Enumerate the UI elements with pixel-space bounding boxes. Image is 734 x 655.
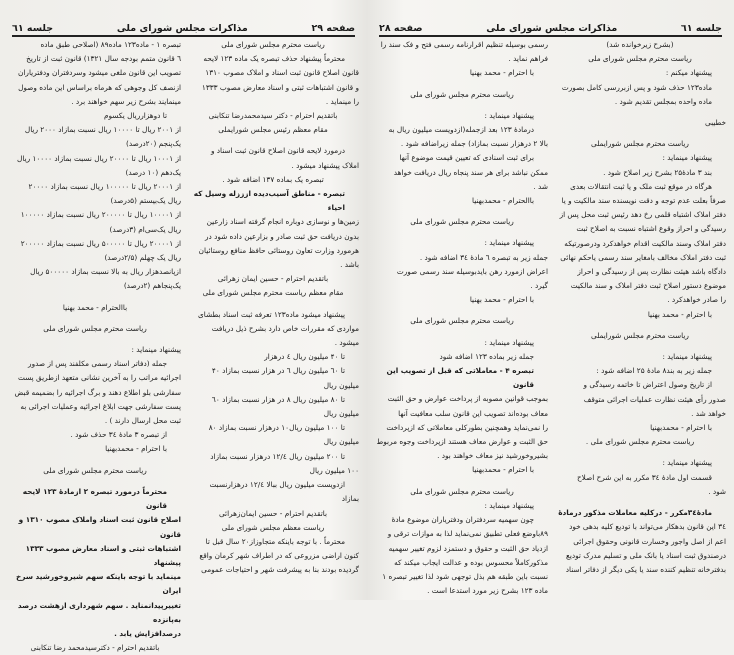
text-line: باالحترام - محمدبهنیا bbox=[472, 196, 534, 206]
text-line: ریال یک‌سی‌ام (۳درصد) bbox=[109, 224, 181, 234]
text-line: مقام معظم رئیس مجلس شورایملی bbox=[218, 125, 328, 135]
text-line: بشیروخورشید نیز معاف خواهند بود . bbox=[437, 451, 548, 461]
text-line: قانون اصلاح قانون ثبت اسناد و املاک مصوب ۱۳۱۰ bbox=[205, 68, 359, 78]
text-line: جمله (دفاتر اسناد رسمی مکلفند پس از صدور bbox=[28, 359, 167, 369]
text-line: تبصره - مناطق آسیب‌دیده ازززله وسیل که احیاء bbox=[193, 189, 345, 213]
text-line: صدور رأی هیئت نظارت عملیات اجرائی متوقف bbox=[583, 394, 726, 404]
text-line: ٦ قانون متمم بودجه سال ۱۳۲۱) قانون ثبت از تاریخ bbox=[26, 54, 181, 64]
text-line: باتقدیم احترام - دکترسیدمحمد رضا تنکابنی bbox=[30, 643, 160, 653]
text-line: باتقدیم احترام - دکتر سیدمحمدرضا تنکابنی bbox=[208, 111, 338, 121]
text-line: مواردی که مقررات خاص دارد بشرح ذیل دریافت bbox=[211, 323, 359, 333]
text-line: ریاست محترم مجلس شورای ملی bbox=[410, 217, 514, 227]
text-line: ریاست محترم مجلس شورای ملی bbox=[588, 54, 692, 64]
text-line: از ۱۰۰۰۰۱ ریال تا ۲۰۰۰۰۰ ریال نسبت بمازاد ۱۰۰۰۰۰ bbox=[20, 210, 181, 220]
text-line: پیشنهاد مینماید : bbox=[484, 238, 534, 248]
session-number: جلسه ٦١ bbox=[12, 23, 54, 34]
text-line: صرفاً بعلت عدم توجه و دقت نویسنده سند مالکیت و یا bbox=[561, 196, 726, 206]
text-line: ریاست معظم مجلس شورای ملی bbox=[221, 522, 325, 532]
text-line: ریال یک‌بیستم (۵درصد) bbox=[110, 196, 181, 206]
text-line: معاف بوده‌اند تصویب این قانون سلب معافیت آنها bbox=[398, 408, 548, 418]
text-line: اعم از اصل واجور وخسارت قانونی وحقوق اجرائی bbox=[573, 536, 726, 546]
text-line: ماده واحده بمجلس تقدیم شود . bbox=[614, 96, 712, 106]
text-line: یک‌پنجاهم (۲درصد) bbox=[123, 281, 181, 291]
text-line: کنون اراضی مزروعی که در اطراف شهر کرمان واقع bbox=[199, 551, 359, 561]
text-line: ثبت دفتر املاک مخالف بامغایر سند رسمی یاحکم نهائی bbox=[560, 252, 726, 262]
text-line: گردیده بودند بنا به پیشرفت شهر و احتیاجات عمومی bbox=[201, 565, 359, 575]
text-line: دادگاه باشد هیئت نظارت پس از رسیدگی و احراز bbox=[577, 267, 726, 277]
header-rule bbox=[379, 35, 722, 37]
text-line: جمله زیر بماده ۱۲۳ اضافه شود bbox=[439, 351, 534, 361]
text-line: ازپانصدهزار ریال به بالا نسبت بمازاد ۵۰۰۰۰۰ ریال bbox=[30, 267, 181, 277]
text-line: ریاست محترم مجلس شورای ملی bbox=[43, 323, 147, 333]
text-line: باتقدیم احترام - حسین ایمان‌زهرائی bbox=[218, 508, 328, 518]
text-line: ازدیاد حق الثبت و حقوق و دستمزد لزوم تغییر سهمیه bbox=[388, 543, 548, 553]
text-line: تغییرپیدانمناید . سهم شهرداری ازهشت درصد به‌پانزده bbox=[17, 600, 181, 624]
text-line: تا ۸۰ میلیون ریال ۸ در هزار نسبت بمازاد ٦۰ bbox=[211, 394, 345, 404]
text-line: محترماً پیشنهاد حذف تبصره یک ماده ۱۲۳ لایحه bbox=[203, 54, 345, 64]
text-line: میلیون ریال bbox=[323, 380, 359, 390]
text-line: قسمت اول مادهٔ ۳٤ مکرر به این شرح اصلاح bbox=[576, 472, 712, 482]
text-line: با احترام - محمدبهنیا bbox=[472, 465, 534, 475]
text-line: هرمورد وزارت تعاون روستائی حافظ منافع روستائیان bbox=[198, 245, 359, 255]
text-line: و قانون اشتباهات ثبتی و اسناد معارض مصوب ۱۳۳۳ bbox=[201, 82, 359, 92]
text-line: زمین‌ها و نوسازی دوباره انجام گرفته اسناد زارعین bbox=[206, 217, 359, 227]
text-line: محترماً درمورد تبصره ۲ ازمادهٔ ۱۲۳ لایحه قانون bbox=[22, 486, 167, 511]
text-line: با احترام - محمدبهنیا bbox=[650, 423, 712, 433]
page-29 bbox=[0, 0, 367, 653]
text-line: با احترام - محمدبهنیا bbox=[105, 444, 167, 454]
text-line: ریاست محترم مجلس شورایملی bbox=[591, 330, 689, 340]
text-line: ریاست محترم مجلس شورای ملی bbox=[410, 316, 514, 326]
text-column-right bbox=[554, 38, 726, 577]
session-number: جلسه ٦١ bbox=[680, 23, 722, 34]
text-line: گیرد . bbox=[530, 281, 548, 291]
text-line: پیشنهاد مینماید : bbox=[662, 352, 712, 362]
text-line: با احترام - محمد بهنیا bbox=[469, 295, 534, 305]
running-title: مذاکرات مجلس شورای ملی bbox=[116, 23, 248, 34]
text-line: تبصره ۴ - معاملاتی که قبل از تصویب این قانون bbox=[386, 366, 534, 390]
text-line: باالحترام - محمد بهنیا bbox=[62, 302, 128, 312]
text-line: با احترام - محمد بهنیا bbox=[469, 68, 534, 78]
text-line: پیشنهاد مینماید : bbox=[484, 110, 534, 120]
text-line: تا دوهزارریال یکسوم bbox=[103, 111, 167, 121]
text-line: درصندوق ثبت اسناد یا بانک ملی و تسلیم مدرک تودیع bbox=[565, 550, 726, 560]
page-header bbox=[379, 18, 722, 34]
text-line: رسیدگی و احراز وقوع اشتباه نسبت به اصلاح ثبت bbox=[576, 224, 726, 234]
text-line: ۳٤ این قانون بدهکار می‌تواند با تودیع کلیه بدهی خود bbox=[569, 522, 726, 532]
text-line: پیشنهاد مینماید : bbox=[484, 337, 534, 347]
text-line: ۸۹باوضع فعلی تطبیق نمی‌نماید لذا به موازات ترقی و bbox=[387, 529, 548, 539]
text-line: رسمی بوسیله تنظیم اقرارنامه رسمی فتح و فک سند را bbox=[380, 40, 548, 49]
text-line: با احترام - محمد بهنیا bbox=[647, 309, 712, 319]
text-line: میشود . bbox=[334, 338, 359, 348]
text-line: جمله زیر به تبصره ٦ مادهٔ ۳٤ اضافه شود . bbox=[419, 252, 548, 262]
text-line: تبصره یک بماده ۱۳۷ اضافه شود . bbox=[222, 174, 324, 184]
text-line: بموجب قوانین مصوبه از پرداخت عوارض و حق الثبت bbox=[387, 394, 548, 404]
text-line: سفارشی بلو اطلاع دهند و برگ اجرائیه را بضمیمه قبض bbox=[14, 387, 181, 397]
text-line: اشتباهات ثبتی و اسناد معارض مصوب ۱۳۳۳ پیشنهاد bbox=[25, 543, 181, 567]
text-line: موضوع دستور اصلاح ثبت دفتر املاک و سند مالکیت bbox=[570, 281, 726, 291]
text-line: ازدویست میلیون ریال ببالا ۱۲/٤ درهزارنسبت bbox=[209, 480, 345, 490]
text-line: خطیبی bbox=[705, 118, 726, 128]
text-line: یک‌پنجم (۲۰درصد) bbox=[125, 139, 181, 149]
text-line: مینمایند بشرح زیر سهم خواهند برد . bbox=[71, 96, 181, 106]
text-line: محترماً . با توجه باینکه متجاوزاز۲۰ سال قبل تا bbox=[205, 536, 345, 546]
text-line: از ۲۰۰۰۰۱ ریال تا ۵۰۰۰۰۰ ریال نسبت بمازاد ۲۰۰۰۰۰ bbox=[20, 238, 181, 248]
text-line: مادهٔ۳٤مکرر - درکلیه معاملات مذکور درمادهٔ bbox=[558, 508, 712, 518]
text-line: ۱۰۰ میلیون ریال bbox=[309, 465, 359, 475]
text-line: را مینماید . bbox=[325, 96, 359, 106]
text-line: درصدافزایش یابد . bbox=[114, 628, 181, 638]
text-line: تا ٦۰ میلیون ریال ٦ در هزار نسبت بمازاد ۴۰ bbox=[211, 366, 345, 376]
header-rule bbox=[12, 35, 355, 37]
text-line: ریال یک چهلم (۲/۵درصد) bbox=[104, 253, 181, 263]
text-line: برای ثبت اسنادی که تعیین قیمت موضوع آنها bbox=[399, 153, 534, 163]
text-line: مقام معظم ریاست محترم مجلس شورای ملی bbox=[202, 288, 344, 298]
text-line: باشد . bbox=[340, 260, 359, 270]
text-line: درمادهٔ ۱۲۳ بعد ازجمله(ازدویست میلیون ریال به bbox=[388, 125, 534, 135]
text-line: تا ۴۰ میلیون ریال ٤ درهزار bbox=[264, 352, 345, 362]
text-column-left bbox=[9, 38, 181, 655]
text-line: را صادر خواهدکرد . bbox=[667, 295, 726, 305]
text-line: پیشنهاد مینماید : bbox=[662, 153, 712, 163]
text-line: پیشنهاد میشود ماده۱۲۳ تعرفه ثبت اسناد بطشای bbox=[198, 309, 345, 319]
text-column-left bbox=[376, 38, 548, 598]
text-line: ثبت محل ارسال دارند ) . bbox=[104, 416, 181, 426]
text-line: پست سفارشی جهت ابلاغ اجرائیه وعملیات اجرائی به bbox=[20, 401, 181, 411]
text-line: شد . bbox=[533, 181, 548, 191]
text-line: از ۲۰۰۱ ریال تا ۱۰۰۰۰ ریال نسبت بمازاد ۲۰۰۰ ریال bbox=[24, 125, 181, 135]
running-title: مذاکرات مجلس شورای ملی bbox=[486, 23, 618, 34]
text-line: پیشنهاد مینماید : bbox=[131, 345, 181, 355]
text-line: مینماید با توجه باینکه سهم شیروخورشید سرخ ایران bbox=[16, 572, 181, 596]
text-line: از تاریخ وصول اعتراض تا خاتمه رسیدگی و bbox=[583, 380, 712, 390]
text-line: پیشنهاد میکنم : bbox=[665, 68, 712, 78]
page-number: صفحه ۲۹ bbox=[311, 23, 355, 34]
text-line: مذکورکاملاً محسوس بوده و عدالت ایجاب میکند که bbox=[394, 557, 548, 567]
text-line: ریاست محترم مجلس شورای ملی bbox=[43, 465, 147, 475]
text-line: حق الثبت و عوارض معاف هستند ازپرداخت وجوه مربوط bbox=[376, 437, 548, 447]
text-line: بند ۳ مادهٔ۲۵ بشرح زیر اصلاح شود . bbox=[603, 167, 712, 177]
text-line: ازنصف کل وجوهی که هرماه براساس این ماده وصول bbox=[18, 82, 181, 92]
text-line: دفتر املاک وسند مالکیت اقدام خواهدکرد ودرصورتیکه bbox=[564, 238, 726, 248]
text-line: بالا ۲ درهزار نسبت بمازاد) جمله زیراضافه شود . bbox=[400, 139, 548, 149]
text-line: پیشنهاد مینماید : bbox=[484, 500, 534, 510]
text-line: پیشنهاد مینماید : bbox=[662, 458, 712, 468]
text-line: درمورد لایحه قانون اصلاح قانون ثبت اسناد و bbox=[210, 146, 345, 156]
text-line: ریاست محترم مجلس شورای ملی bbox=[410, 486, 514, 496]
text-line: ماده ۱۲۳ بشرح زیر مورد استدعا است . bbox=[427, 586, 548, 596]
text-line: چون سهمیه سردفتران ودفتریاران موضوع مادهٔ bbox=[391, 515, 534, 525]
text-line: شود . bbox=[708, 486, 726, 496]
text-line: اجرائیه مراتب را به آخرین نشانی متعهد ازطریق پست bbox=[17, 373, 181, 383]
page-header bbox=[12, 18, 355, 34]
text-line: از ۲۰۰۰۱ ریال تا ۱۰۰۰۰۰ ریال نسبت بمازاد ۲۰۰۰۰ bbox=[28, 182, 181, 192]
text-line: یک‌دهم (۱۰ درصد) bbox=[125, 167, 181, 177]
text-line: جمله زیر به بند۸ مادهٔ ۲۵ اضافه شود : bbox=[596, 366, 712, 376]
page-28 bbox=[367, 0, 734, 600]
text-line: ریاست محترم مجلس شورای ملی bbox=[221, 40, 325, 49]
text-line: ریاست محترم مجلس شورایملی bbox=[591, 139, 689, 149]
text-line: تا ۲۰۰ میلیون ریال ۱۲/٤ درهزار نسبت بمازاد bbox=[210, 451, 345, 461]
text-line: هرگاه در موقع ثبت ملک و یا ثبت انتقالات بعدی bbox=[570, 181, 712, 191]
text-line: ریاست محترم مجلس شورای ملی bbox=[410, 89, 514, 99]
text-line: تا ۱۰۰ میلیون ریال۱۰ درهزار نسبت بمازاد ۸۰ bbox=[208, 423, 345, 433]
text-line: از تبصره ۳ مادهٔ ۳٤ حذف شود . bbox=[70, 430, 167, 440]
text-line: تبصره ۱ - ماده۱۲۳ ماده۸۹ (اصلاحی طبق ماده bbox=[40, 40, 181, 49]
text-line: را نمی‌نماید وهمچنین بطورکلی معاملاتی که ازپرداخت bbox=[386, 422, 548, 432]
text-line: ماده۱۲۳ حذف شود و پس ازبررسی کامل بصورت bbox=[561, 82, 712, 92]
text-line: فراهم نماید . bbox=[508, 54, 548, 64]
text-line: از ۱۰۰۰۱ ریال تا ۲۰۰۰۰ ریال نسبت بمازاد ۱۰۰۰۰ ریال bbox=[17, 153, 181, 163]
text-line: اعراض ازمورد رهن بایدبوسیله سند رسمی صورت bbox=[396, 266, 548, 276]
text-line: (بشرح زیرخوانده شد) bbox=[606, 40, 674, 49]
text-line: خواهد شد . bbox=[691, 408, 726, 418]
page-number: صفحه ۲۸ bbox=[379, 23, 423, 34]
text-line: نسبت باین طبقه هم بذل توجهی شود لذا تغییر تبصره ۱ bbox=[382, 571, 548, 581]
text-line: ریاست محترم مجلس شورای ملی . bbox=[585, 437, 695, 447]
text-line: دفتر املاک اشتباه قلمی رخ دهد رئیس ثبت محل پس از bbox=[559, 210, 726, 220]
text-column-right bbox=[187, 38, 359, 578]
text-line: اصلاح قانون ثبت اسناد واملاک مصوب ۱۳۱۰ و قانون bbox=[18, 515, 181, 539]
text-line: بدفترخانه تنظیم کننده سند یا یکی دیگر از دفاتر اسناد bbox=[565, 564, 726, 574]
text-line: بمازاد bbox=[341, 494, 359, 504]
text-line: میلیون ریال bbox=[323, 437, 359, 447]
text-line: ممکن نباشد برای هر سند پنجاه ریال دریافت خواهد bbox=[393, 167, 548, 177]
text-line: تصویب این قانون ملغی میشود وسردفتران ودفتریاران bbox=[18, 68, 181, 78]
text-line: باتقدیم احترام - حسین ایمان زهرائی bbox=[217, 274, 329, 284]
text-line: میلیون ریال bbox=[323, 409, 359, 419]
text-line: بدون دریافت حق ثبت صادر و بزارعین داده شود در bbox=[205, 231, 359, 241]
text-line: املاک پیشنهاد میشود . bbox=[291, 160, 359, 170]
